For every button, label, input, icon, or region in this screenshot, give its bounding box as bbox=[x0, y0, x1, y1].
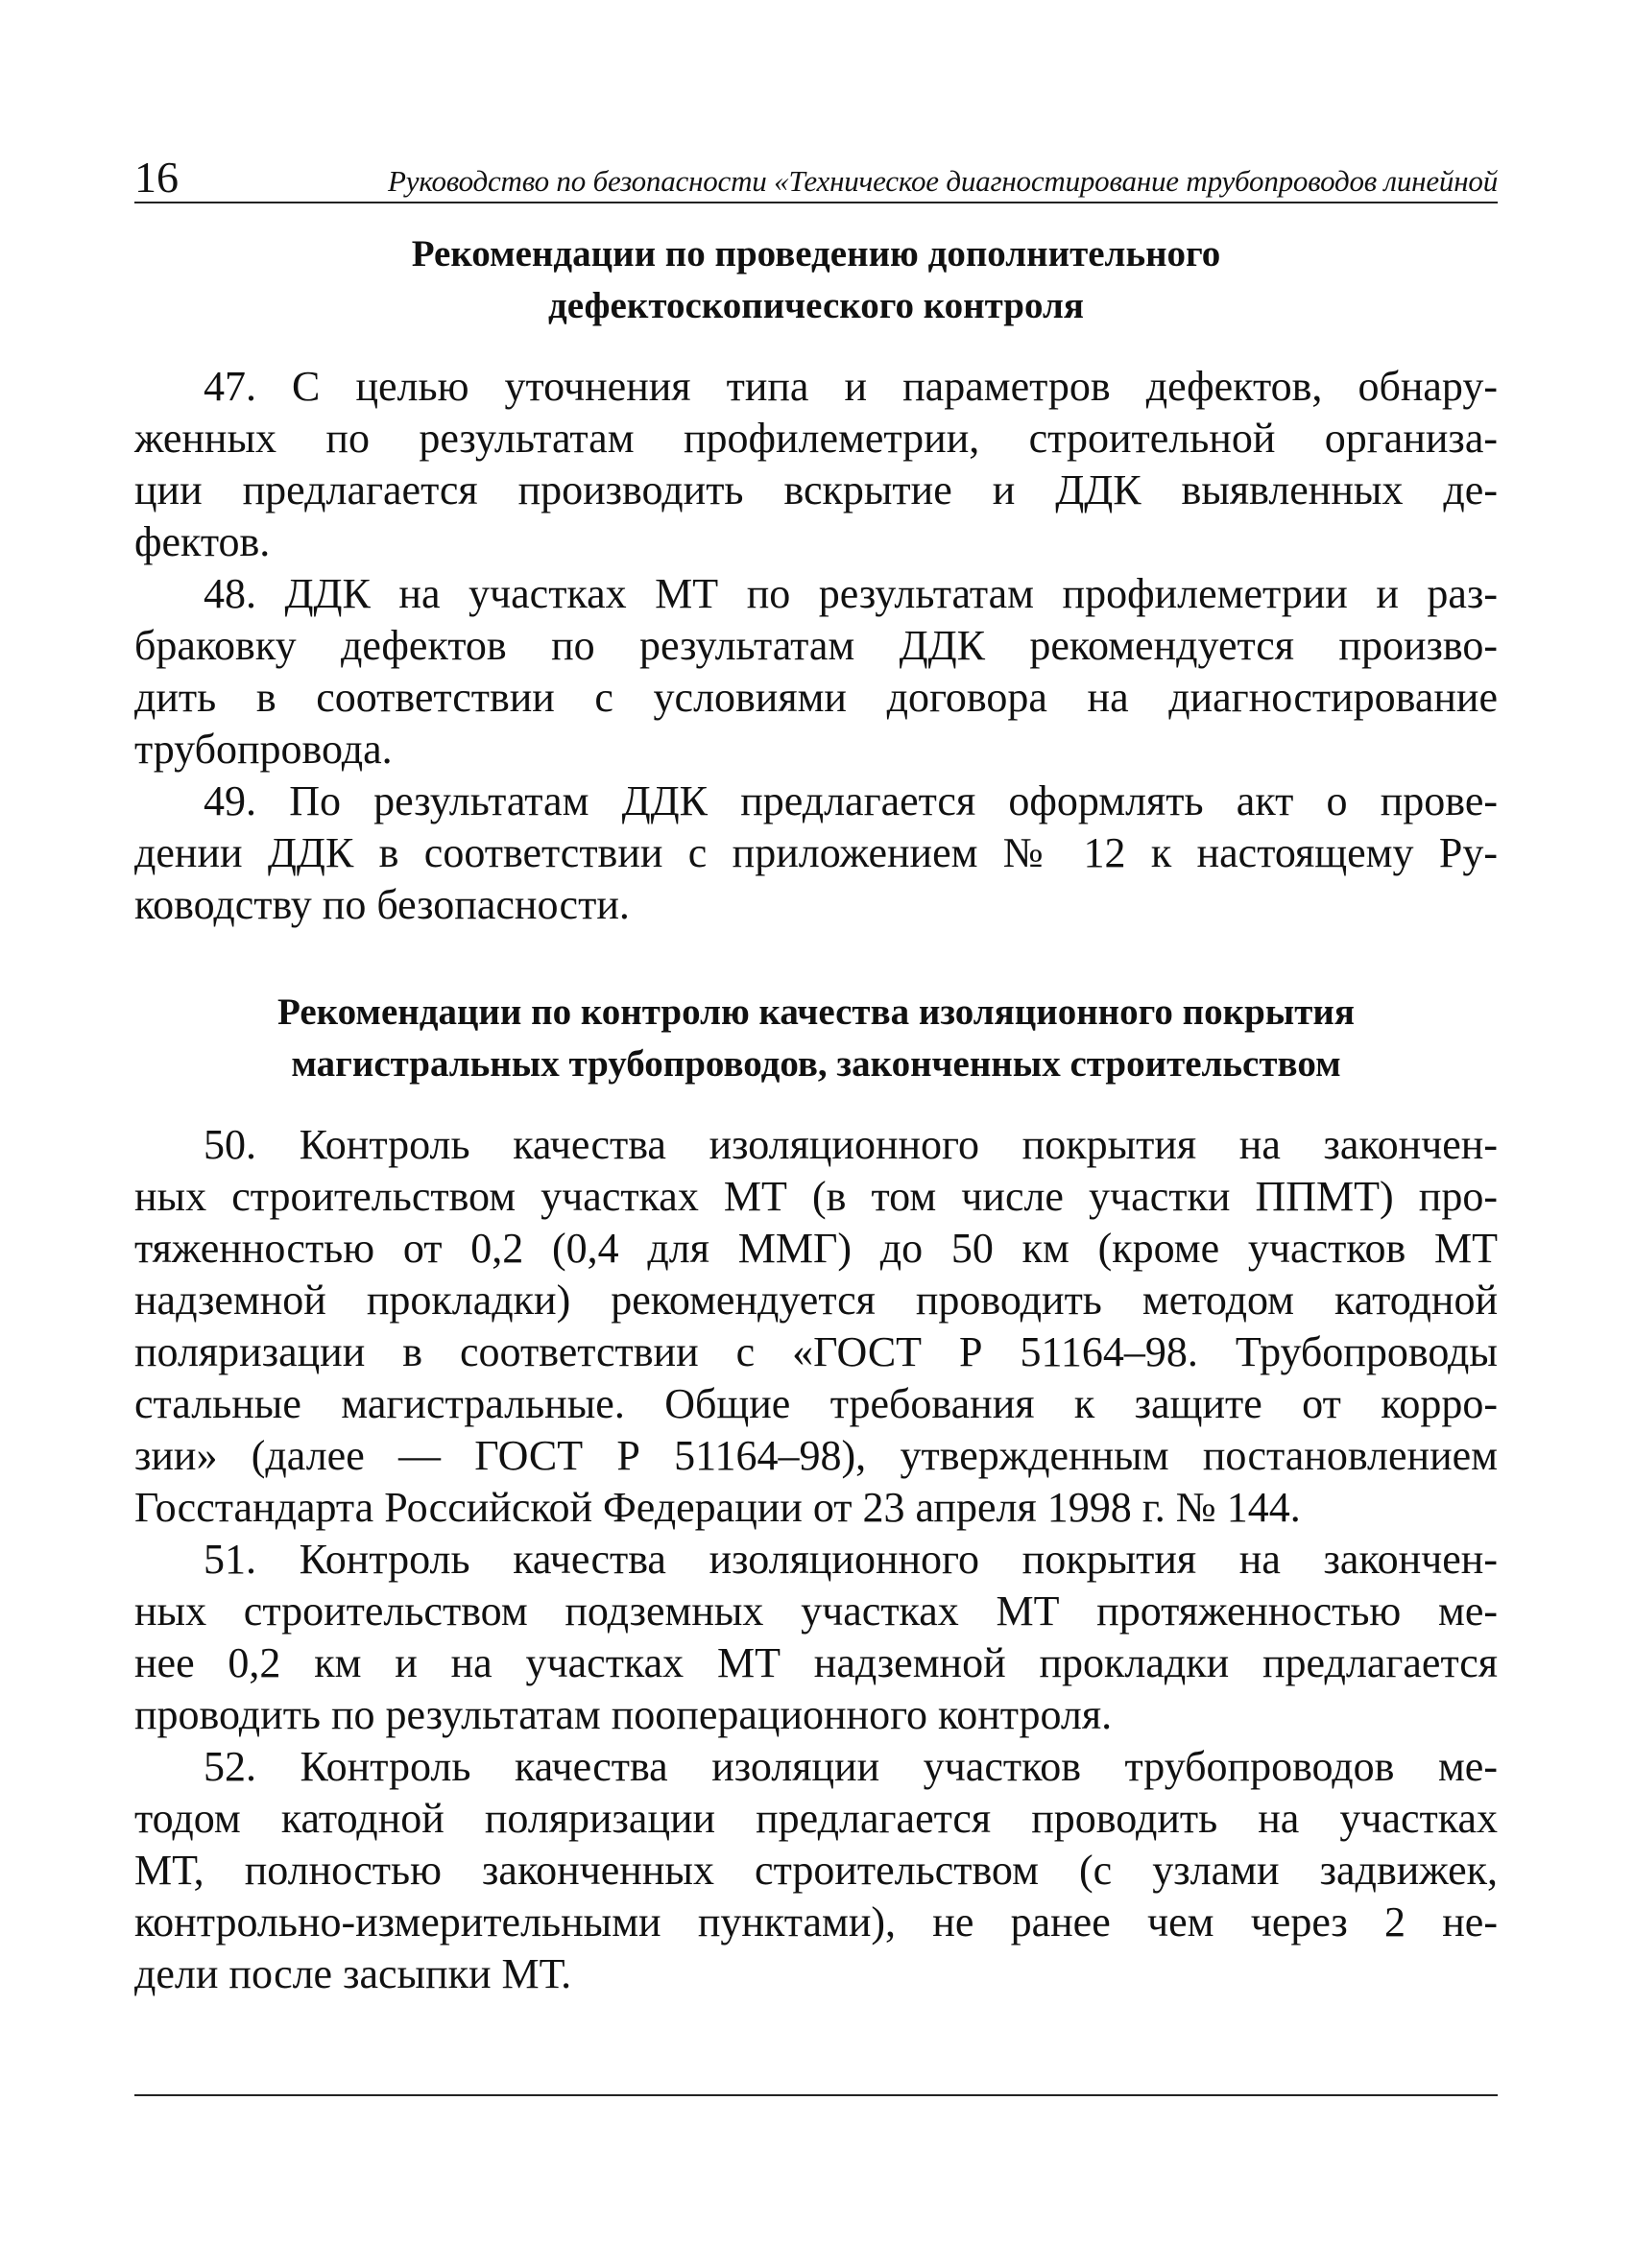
paragraph-line: 49. По результатам ДДК предлагается оформлять акт о прове- bbox=[204, 777, 1498, 824]
paragraph-line: фектов. bbox=[134, 518, 271, 565]
paragraph-line: тодом катодной поляризации предлагается проводить на участках bbox=[134, 1795, 1498, 1842]
paragraph-52 bbox=[134, 1741, 1498, 2000]
paragraph-line: контрольно-измерительными пунктами), не ранее чем через 2 не- bbox=[134, 1898, 1498, 1946]
paragraph-line: 50. Контроль качества изоляционного покрытия на закончен- bbox=[204, 1121, 1498, 1168]
bottom-rule bbox=[134, 2094, 1498, 2096]
paragraph-line: дить в соответствии с условиями договора на диагностирование bbox=[134, 674, 1498, 721]
paragraph-line: тяженностью от 0,2 (0,4 для ММГ) до 50 км (кроме участков МТ bbox=[134, 1225, 1498, 1272]
paragraph-line: 48. ДДК на участках МТ по результатам профилеметрии и раз- bbox=[204, 570, 1498, 617]
section-heading-insulation-quality bbox=[134, 987, 1498, 1090]
paragraph-line: ции предлагается производить вскрытие и ДДК выявленных де- bbox=[134, 466, 1498, 513]
paragraph-line: ководству по безопасности. bbox=[134, 881, 630, 928]
paragraph-line: 52. Контроль качества изоляции участков трубопроводов ме- bbox=[204, 1743, 1498, 1790]
paragraph-line: надземной прокладки) рекомендуется проводить методом катодной bbox=[134, 1277, 1498, 1324]
paragraph-line: ных строительством подземных участках МТ протяженностью ме- bbox=[134, 1588, 1498, 1635]
paragraph-line: МТ, полностью законченных строительством (с узлами задвижек, bbox=[134, 1847, 1498, 1894]
paragraph-line: 51. Контроль качества изоляционного покрытия на закончен- bbox=[204, 1536, 1498, 1583]
running-header bbox=[134, 144, 1498, 203]
paragraph-line: трубопровода. bbox=[134, 726, 393, 773]
page-number: 16 bbox=[134, 153, 179, 202]
paragraph-49 bbox=[134, 776, 1498, 931]
paragraph-line: проводить по результатам пооперационного контроля. bbox=[134, 1691, 1113, 1738]
paragraph-line: Госстандарта Российской Федерации от 23 апреля 1998 г. № 144. bbox=[134, 1484, 1301, 1531]
paragraph-line: дели после засыпки МТ. bbox=[134, 1950, 572, 1997]
paragraph-51 bbox=[134, 1534, 1498, 1741]
paragraph-line: 47. С целью уточнения типа и параметров дефектов, обнару- bbox=[204, 363, 1498, 410]
heading-line: магистральных трубопроводов, законченных строительством bbox=[291, 1043, 1341, 1085]
heading-line: Рекомендации по проведению дополнительного bbox=[411, 233, 1221, 275]
paragraph-47 bbox=[134, 361, 1498, 568]
section-heading-additional-inspection bbox=[134, 228, 1498, 332]
paragraph-50 bbox=[134, 1119, 1498, 1534]
paragraph-line: стальные магистральные. Общие требования к защите от корро- bbox=[134, 1380, 1498, 1427]
paragraph-line: зии» (далее — ГОСТ Р 51164–98), утвержденным постановлением bbox=[134, 1432, 1498, 1479]
paragraph-line: ных строительством участках МТ (в том числе участки ППМТ) про- bbox=[134, 1173, 1498, 1220]
paragraph-line: браковку дефектов по результатам ДДК рекомендуется произво- bbox=[134, 622, 1498, 669]
running-title: Руководство по безопасности «Техническое диагностирование трубопроводов линейной bbox=[388, 164, 1498, 198]
paragraph-line: женных по результатам профилеметрии, строительной организа- bbox=[134, 415, 1498, 462]
heading-line: Рекомендации по контролю качества изоляционного покрытия bbox=[277, 991, 1355, 1033]
heading-line: дефектоскопического контроля bbox=[548, 285, 1084, 326]
paragraph-line: поляризации в соответствии с «ГОСТ Р 51164–98. Трубопроводы bbox=[134, 1328, 1498, 1375]
page-content bbox=[134, 228, 1498, 2000]
paragraph-48 bbox=[134, 568, 1498, 776]
paragraph-line: нее 0,2 км и на участках МТ надземной прокладки предлагается bbox=[134, 1639, 1498, 1686]
paragraph-line: дении ДДК в соответствии с приложением № 12 к настоящему Ру- bbox=[134, 829, 1498, 876]
